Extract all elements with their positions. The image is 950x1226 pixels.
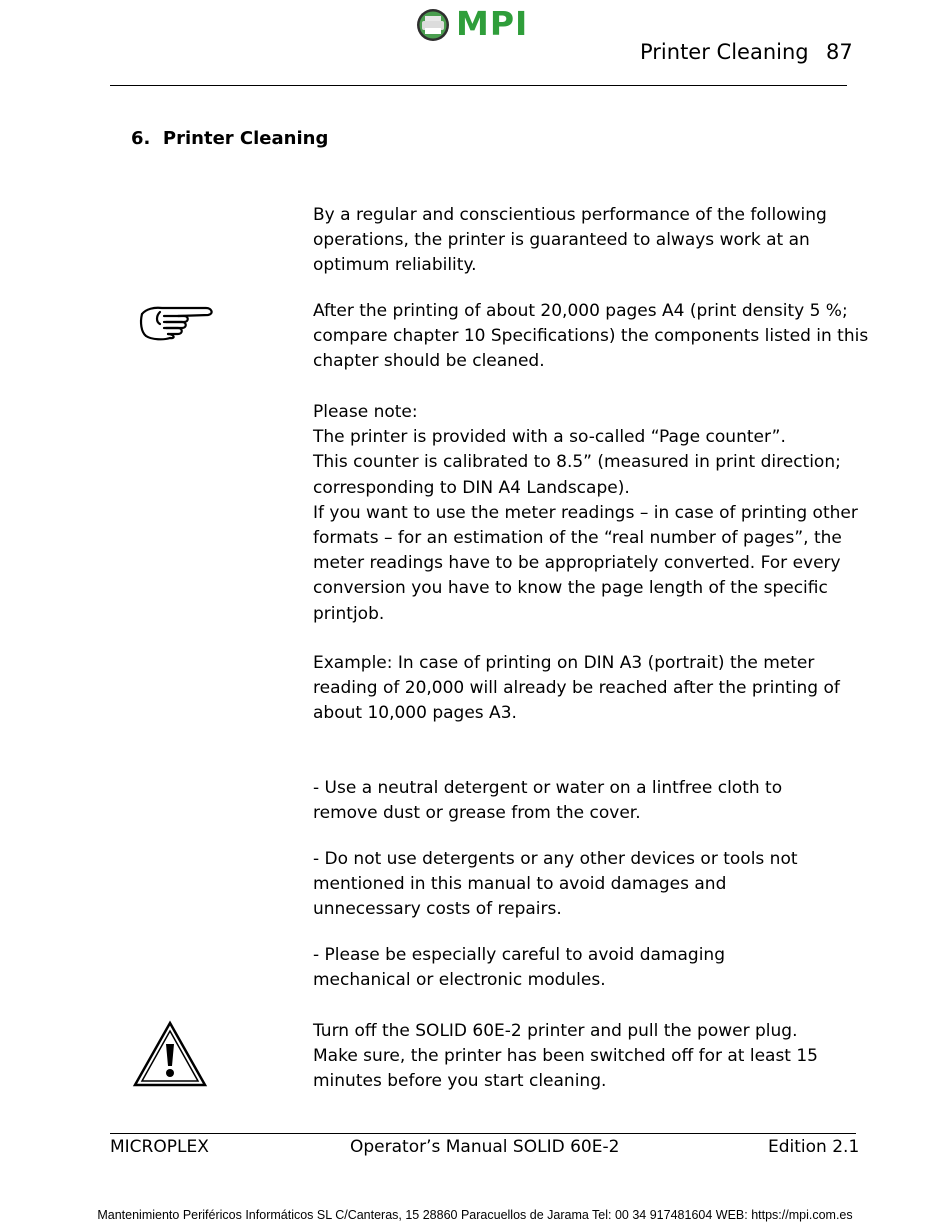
running-header-title: Printer Cleaning — [640, 40, 809, 64]
footer-edition: Edition 2.1 — [768, 1137, 860, 1157]
note-paragraph: After the printing of about 20,000 pages A4 (print density 5 %; compare chapter 10 Specifications) the components listed in this chapter should be cleaned. — [313, 301, 869, 372]
printer-logo-icon — [416, 8, 450, 42]
warning-paragraph: Turn off the SOLID 60E-2 printer and pull the power plug. Make sure, the printer has been switched off for at least 15 minutes before you start cleaning. — [313, 1021, 819, 1092]
contact-line: Mantenimiento Periféricos Informáticos SL C/Canteras, 15 28860 Paracuellos de Jarama Tel: 00 34 917481604 WEB: https://mpi.com.es — [97, 1208, 853, 1222]
bullet-item: - Use a neutral detergent or water on a lintfree cloth to remove dust or grease from the cover. — [313, 778, 783, 824]
warning-triangle-icon — [132, 1020, 208, 1088]
section-title: Printer Cleaning — [162, 128, 329, 149]
logo-text: MPI — [456, 4, 529, 43]
page-number: 87 — [826, 40, 853, 64]
footer-company: MICROPLEX — [110, 1137, 209, 1157]
bullet-item: - Please be especially careful to avoid damaging mechanical or electronic modules. — [313, 945, 725, 991]
please-note-paragraph: Please note: The printer is provided with a so-called “Page counter”. This counter is calibrated to 8.5” (measured in print direction; corresponding to DIN A4 Landscape). If you want to use the meter readings – in case of printing other formats – for an estimation of the “real number of pages”, the meter readings have to be appropriately converted. For every conversion you have to know the page length of the specific printjob. — [313, 402, 858, 624]
footer-divider — [110, 1133, 856, 1134]
pointing-hand-icon — [138, 300, 216, 342]
example-paragraph: Example: In case of printing on DIN A3 (portrait) the meter reading of 20,000 will already be reached after the printing of about 10,000 pages A3. — [313, 653, 840, 724]
header-divider — [110, 85, 847, 86]
bullet-item: - Do not use detergents or any other devices or tools not mentioned in this manual to avoid damages and unnecessary costs of repairs. — [313, 849, 798, 920]
section-number: 6. — [131, 128, 151, 149]
mpi-logo — [416, 6, 538, 42]
footer-manual-title: Operator’s Manual SOLID 60E-2 — [350, 1137, 620, 1157]
intro-paragraph: By a regular and conscientious performance of the following operations, the printer is guaranteed to always work at an optimum reliability. — [313, 205, 827, 276]
section-heading — [131, 128, 328, 149]
